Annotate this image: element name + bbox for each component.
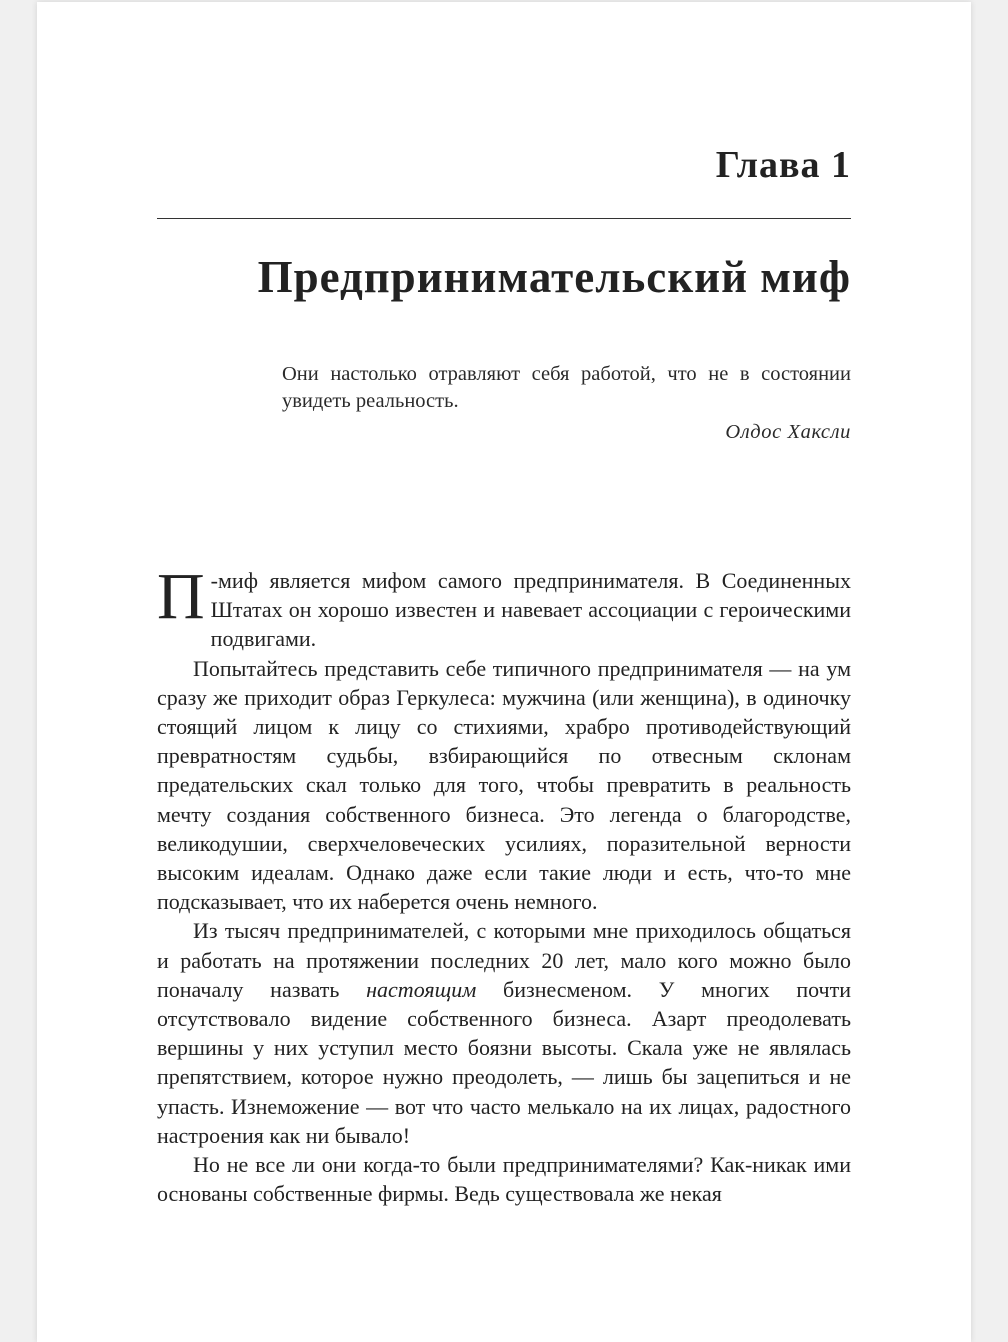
book-page [37,2,971,1342]
epigraph-text: Они настолько отравляют себя работой, что не в состоянии увидеть реальность. [282,363,851,412]
epigraph-author: Олдос Хаксли [725,421,851,443]
paragraph-2: Попытайтесь представить себе типичного предпринимателя — на ум сразу же приходит образ Геркулеса: мужчина (или женщина), в одиночку стоящий лицом к лицу со стихиями, храбро противодействующий превратностям судьбы, взбирающийся по отвесным склонам предательских скал только для того, чтобы превратить в реальность мечту создания собственного бизнеса. Это легенда о благородстве, великодушии, сверхчеловеческих усилиях, поразительной верности высоким идеалам. Однако даже если такие люди и есть, что-то мне подсказывает, что их наберется очень немного. [157,655,851,915]
paragraph-3 [157,916,851,1150]
drop-cap: П [157,560,205,633]
chapter-label: Глава 1 [715,144,851,186]
paragraph-1 [157,560,851,654]
paragraph-3-emphasis: настоящим [366,976,477,1002]
paragraph-3-text-a: Из тысяч предпринимателей, с которыми мне приходилось общаться и работать на протяжении последних 20 лет, мало кого можно было поначалу назвать [157,918,851,1002]
chapter-title: Предпринимательский миф [257,252,851,302]
epigraph [282,361,851,446]
paragraph-3-text-b: бизнесменом. У многих почти отсутствовало видение собственного бизнеса. Азарт преодолевать вершины у них уступил место боязни высоты. Скала уже не являлась препятствием, которое нужно преодолеть, — лишь бы зацепиться и не упасть. Изнеможение — вот что часто мелькало на их лицах, радостного настроения как ни бывало! [157,976,851,1148]
chapter-divider [157,218,851,219]
paragraph-4: Но не все ли они когда-то были предпринимателями? Как-никак ими основаны собственные фирмы. Ведь существовала же некая [157,1152,851,1207]
chapter-body [157,560,851,1208]
paragraph-1-text: -миф является мифом самого предпринимателя. В Соединенных Штатах он хорошо известен и навевает ассоциации с героическими подвигами. [210,568,851,652]
